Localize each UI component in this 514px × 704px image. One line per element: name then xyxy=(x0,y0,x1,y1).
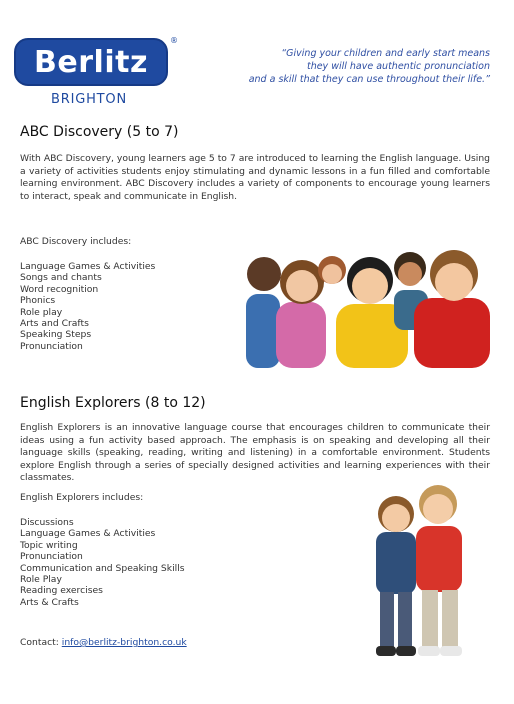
registered-mark: ® xyxy=(170,36,178,45)
list-item: Songs and chants xyxy=(20,272,102,284)
list-item: Pronunciation xyxy=(20,340,83,352)
list-item: Phonics xyxy=(20,295,56,307)
list-item: Arts & Crafts xyxy=(20,596,79,608)
quote-line: they will have authentic pronunciation xyxy=(306,61,490,72)
quote-line: and a skill that they can use throughout their life.” xyxy=(248,74,490,85)
contact-label: Contact: xyxy=(20,637,62,648)
contact-line xyxy=(20,637,187,648)
list-item: Language Games & Activities xyxy=(20,261,156,272)
section-description-abc-discovery: With ABC Discovery, young learners age 5 to 7 are introduced to learning the English language. Using a variety of activities students enjoy stimulating and dynamic lessons in a fun filled and comfortable learning environment. ABC Discovery includes a variety of components to encourage young learners to interact, speak and communicate in English. xyxy=(20,153,490,202)
two-boys-photo xyxy=(362,482,472,662)
list-item: Topic writing xyxy=(20,539,78,551)
list-title-english-explorers: English Explorers includes: xyxy=(20,492,144,503)
english-explorers-list xyxy=(20,517,185,608)
list-item: Pronunciation xyxy=(20,551,83,563)
abc-discovery-list xyxy=(20,261,155,352)
list-item: Reading exercises xyxy=(20,585,103,597)
section-title-english-explorers: English Explorers (8 to 12) xyxy=(20,395,206,411)
list-item: Role Play xyxy=(20,574,62,586)
list-item: Speaking Steps xyxy=(20,329,92,341)
section-title-abc-discovery: ABC Discovery (5 to 7) xyxy=(20,124,179,140)
contact-email-link[interactable]: info@berlitz-brighton.co.uk xyxy=(61,637,187,648)
logo-location: BRIGHTON xyxy=(51,92,127,107)
logo-wordmark: Berlitz xyxy=(14,38,168,86)
section-description-english-explorers: English Explorers is an innovative language course that encourages children to communicate their ideas using a fun activity based approach. The emphasis is on speaking and developing all their language skills (speaking, reading, writing and listening) in a comfortable environment. Students explore English through a series of specially designed activities and learning experiences with their classmates. xyxy=(20,422,490,484)
list-item: Communication and Speaking Skills xyxy=(20,562,185,574)
list-item: Role play xyxy=(20,306,63,318)
list-item: Arts and Crafts xyxy=(20,318,89,330)
list-title-abc-discovery: ABC Discovery includes: xyxy=(20,236,132,247)
list-item: Discussions xyxy=(20,517,74,528)
children-group-photo xyxy=(244,244,492,368)
quote-line: “Giving your children and early start means xyxy=(281,48,490,59)
list-item: Word recognition xyxy=(20,283,99,295)
berlitz-logo xyxy=(14,36,178,107)
list-item: Language Games & Activities xyxy=(20,528,156,540)
header-quote xyxy=(230,47,490,86)
